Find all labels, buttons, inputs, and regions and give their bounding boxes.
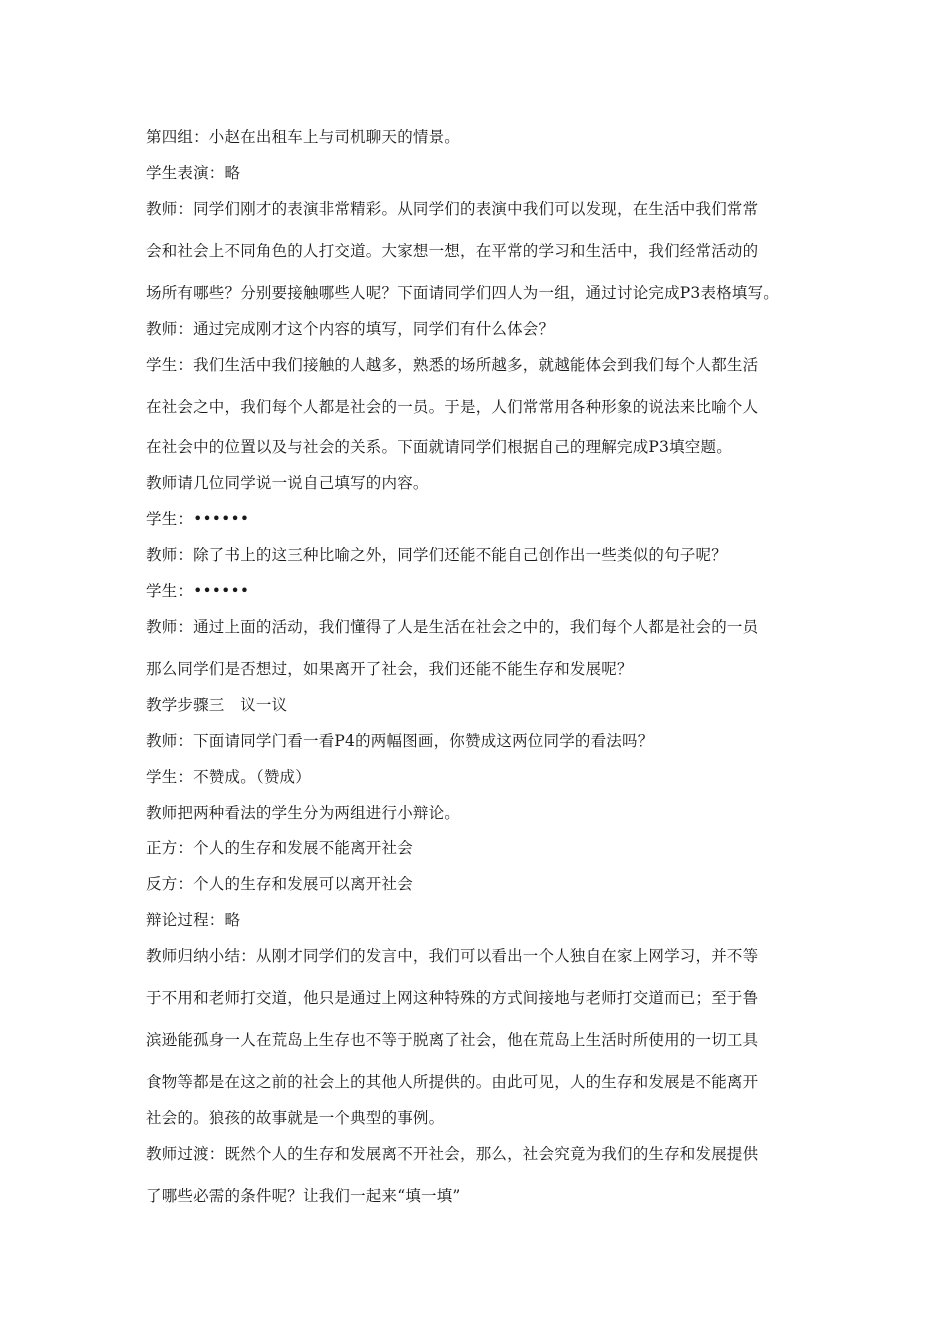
text-line: 社会的。狼孩的故事就是一个典型的事例。 [146, 1109, 445, 1127]
text-line: 了哪些必需的条件呢？让我们一起来“填一填” [146, 1187, 461, 1205]
text-line: 于不用和老师打交道，他只是通过上网这种特殊的方式间接地与老师打交道而已；至于鲁 [146, 989, 759, 1007]
text-line: 教师：通过上面的活动，我们懂得了人是生活在社会之中的，我们每个人都是社会的一员 [146, 618, 759, 636]
text-line: 学生：•••••• [146, 510, 250, 528]
text-line: 会和社会上不同角色的人打交道。大家想一想，在平常的学习和生活中，我们经常活动的 [146, 242, 759, 260]
text-line: 在社会之中，我们每个人都是社会的一员。于是，人们常常用各种形象的说法来比喻个人 [146, 398, 759, 416]
text-line: 教师请几位同学说一说自己填写的内容。 [146, 474, 429, 492]
text-line: 教师把两种看法的学生分为两组进行小辩论。 [146, 804, 461, 822]
text-line: 第四组：小赵在出租车上与司机聊天的情景。 [146, 128, 461, 146]
text-line: 正方：个人的生存和发展不能离开社会 [146, 839, 413, 857]
text-line: 学生：我们生活中我们接触的人越多，熟悉的场所越多，就越能体会到我们每个人都生活 [146, 356, 759, 374]
text-line: 在社会中的位置以及与社会的关系。下面就请同学们根据自己的理解完成P3填空题。 [146, 438, 732, 456]
text-line: 教师：同学们刚才的表演非常精彩。从同学们的表演中我们可以发现，在生活中我们常常 [146, 200, 759, 218]
text-line: 反方：个人的生存和发展可以离开社会 [146, 875, 413, 893]
text-line: 教师：下面请同学门看一看P4的两幅图画，你赞成这两位同学的看法吗？ [146, 732, 654, 750]
text-line: 场所有哪些？分别要接触哪些人呢？下面请同学们四人为一组，通过讨论完成P3表格填写。 [146, 284, 779, 302]
text-line: 学生：不赞成。（赞成） [146, 768, 311, 786]
text-line: 教师归纳小结：从刚才同学们的发言中，我们可以看出一个人独自在家上网学习，并不等 [146, 947, 759, 965]
text-line: 滨逊能孤身一人在荒岛上生存也不等于脱离了社会，他在荒岛上生活时所使用的一切工具 [146, 1031, 759, 1049]
text-line: 教师：通过完成刚才这个内容的填写，同学们有什么体会？ [146, 320, 555, 338]
text-line: 学生表演：略 [146, 164, 241, 182]
section-heading: 教学步骤三 议一议 [146, 696, 288, 714]
text-line: 教师过渡：既然个人的生存和发展离不开社会，那么，社会究竟为我们的生存和发展提供 [146, 1145, 759, 1163]
text-line: 教师：除了书上的这三种比喻之外，同学们还能不能自己创作出一些类似的句子呢？ [146, 546, 727, 564]
text-line: 学生：•••••• [146, 582, 250, 600]
text-line: 那么同学们是否想过，如果离开了社会，我们还能不能生存和发展呢？ [146, 660, 633, 678]
text-line: 食物等都是在这之前的社会上的其他人所提供的。由此可见，人的生存和发展是不能离开 [146, 1073, 759, 1091]
text-line: 辩论过程：略 [146, 911, 241, 929]
